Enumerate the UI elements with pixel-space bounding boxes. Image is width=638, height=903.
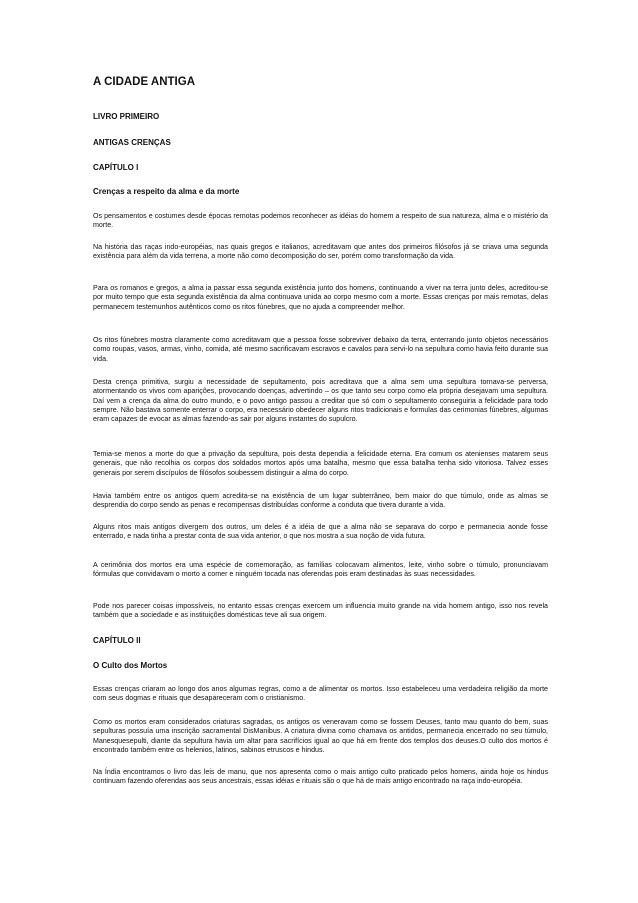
chapter-1-paragraph: Havia também entre os antigos quem acredita-se na existência de um lugar subterrâneo, bem maior do que túmulo, onde as almas se desprendia do corpo sendo as penas e recompensas distribuídas conforme a conduta que tivera durante a vida. — [93, 492, 548, 510]
chapter-1-paragraph: A cerimônia dos mortos era uma espécie de comemoração, as famílias colocavam alimentos, leite, vinho sobre o túmulo, pronunciavam fórmulas que convidavam o morto a comer e ninguém tocada nas oferendas pois eram destinadas às suas necessidades. — [93, 561, 548, 579]
chapter-1-paragraph: Para os romanos e gregos, a alma ia passar essa segunda existência junto dos homens, continuando a viver na terra junto deles, acreditou-se por muito tempo que esta segunda existência da alma continuava unida ao corpo mesmo com a morte. Essas crenças por mais remotas, delas permanecem testemunhos autênticos como os ritos fúnebres, que no ajuda a compreender melhor. — [93, 284, 548, 311]
chapter-1-paragraph: Desta crença primitiva, surgiu a necessidade de sepultamento, pois acreditava que a alma sem uma sepultura tornava-se perversa, atormentando os vivos com aparições, provocando doenças, advertindo – os que tanto seu corpo como ela própria desejavam uma sepultura. Daí vem a crença da alma do outro mundo, e o povo antigo passou a creditar que só com o sepultamento conseguiria a felicidade para todo sempre. Não bastava somente enterrar o corpo, era necessário obedecer alguns ritos tradicionais e formulas das cerimonias fúnebres, algumas eram capazes de evocar as almas fazendo-as sair por alguns instantes do supulcro. — [93, 378, 548, 424]
document-title: A CIDADE ANTIGA — [93, 76, 196, 88]
book-heading: LIVRO PRIMEIRO — [93, 112, 160, 121]
chapter-1-subheading: Crenças a respeito da alma e da morte — [93, 187, 240, 196]
chapter-2-paragraph: Como os mortos eram considerados criaturas sagradas, os antigos os veneravam como se fossem Deuses, tanto mau quanto do bem, suas sepulturas possuía uma inscrição sacramental DisManibus. A criatura divina como chamava os antidos, permanecia encerrado no seu túmulo, Manesquesepulti, diante da sepultura havia um altar para sacrifícios igual ao que há em frente dos templos dos deuses.O culto dos mortos é encontrado também entre os helenios, latinos, sabinos etruscos e hindus. — [93, 718, 548, 754]
chapter-1-paragraph: Temia-se menos a morte do que a privação da sepultura, pois desta dependia a felicidade eterna. Era comum os atenienses matarem seus generais, que não recolhia os corpos dos soldados mortos após uma batalha, mesmo que essa batalha tenha sido vitoriosa. Talvez esses generais por serem discípulos de filósofos soubessem distinguir a alma do corpo. — [93, 450, 548, 477]
chapter-1-paragraph: Os pensamentos e costumes desde épocas remotas podemos reconhecer as idéias do homem a respeito de sua natureza, alma e o mistério da morte. — [93, 212, 548, 230]
chapter-1-paragraph: Na história das raças indo-européias, nas quais gregos e italianos, acreditavam que antes dos primeiros filósofos já se criava uma segunda existência para além da vida terrena, a morte não como decomposição do ser, porém como transformação da vida. — [93, 243, 548, 261]
chapter-2-heading: CAPÍTULO II — [93, 636, 141, 645]
chapter-2-paragraph: Essas crenças criaram ao longo dos anos algumas regras, como a de alimentar os mortos. Isso estabeleceu uma verdadeira religião da morte com seus dogmas e rituais que desapareceram com o cristianismo. — [93, 685, 548, 703]
chapter-1-paragraph: Pode nos parecer coisas impossíveis, no entanto essas crenças exercem um influencia muito grande na vida homem antigo, isso nos revela também que a sociedade e as instituições domésticas teve ali sua origem. — [93, 602, 548, 620]
section-heading: ANTIGAS CRENÇAS — [93, 138, 171, 147]
chapter-2-subheading: O Culto dos Mortos — [93, 661, 168, 670]
chapter-1-paragraph: Alguns ritos mais antigos divergem dos outros, um deles é a idéia de que a alma não se separava do corpo e permanecia aonde fosse enterrado, e nada tinha a prestar conta de sua vida anterior, o que nos mostra a sua noção de vida futura. — [93, 523, 548, 541]
chapter-1-heading: CAPÍTULO I — [93, 163, 139, 172]
chapter-1-paragraph: Os ritos fúnebres mostra claramente como acreditavam que a pessoa fosse sobreviver debaixo da terra, enterrando junto objetos necessários como roupas, vasos, armas, vinho, comida, até mesmo sacrificavam escravos e cavalos para servi-lo na sepultura como havia feito durante sua vida. — [93, 336, 548, 363]
chapter-2-paragraph: Na Índia encontramos o livro das leis de manu, que nos apresenta como o mais antigo culto praticado pelos homens, ainda hoje os hindus continuam fazendo oferendas aos seus ancestrais, essas idéias e rituais são o que há de mais antigo encontrado na raça indo-européia. — [93, 768, 548, 786]
